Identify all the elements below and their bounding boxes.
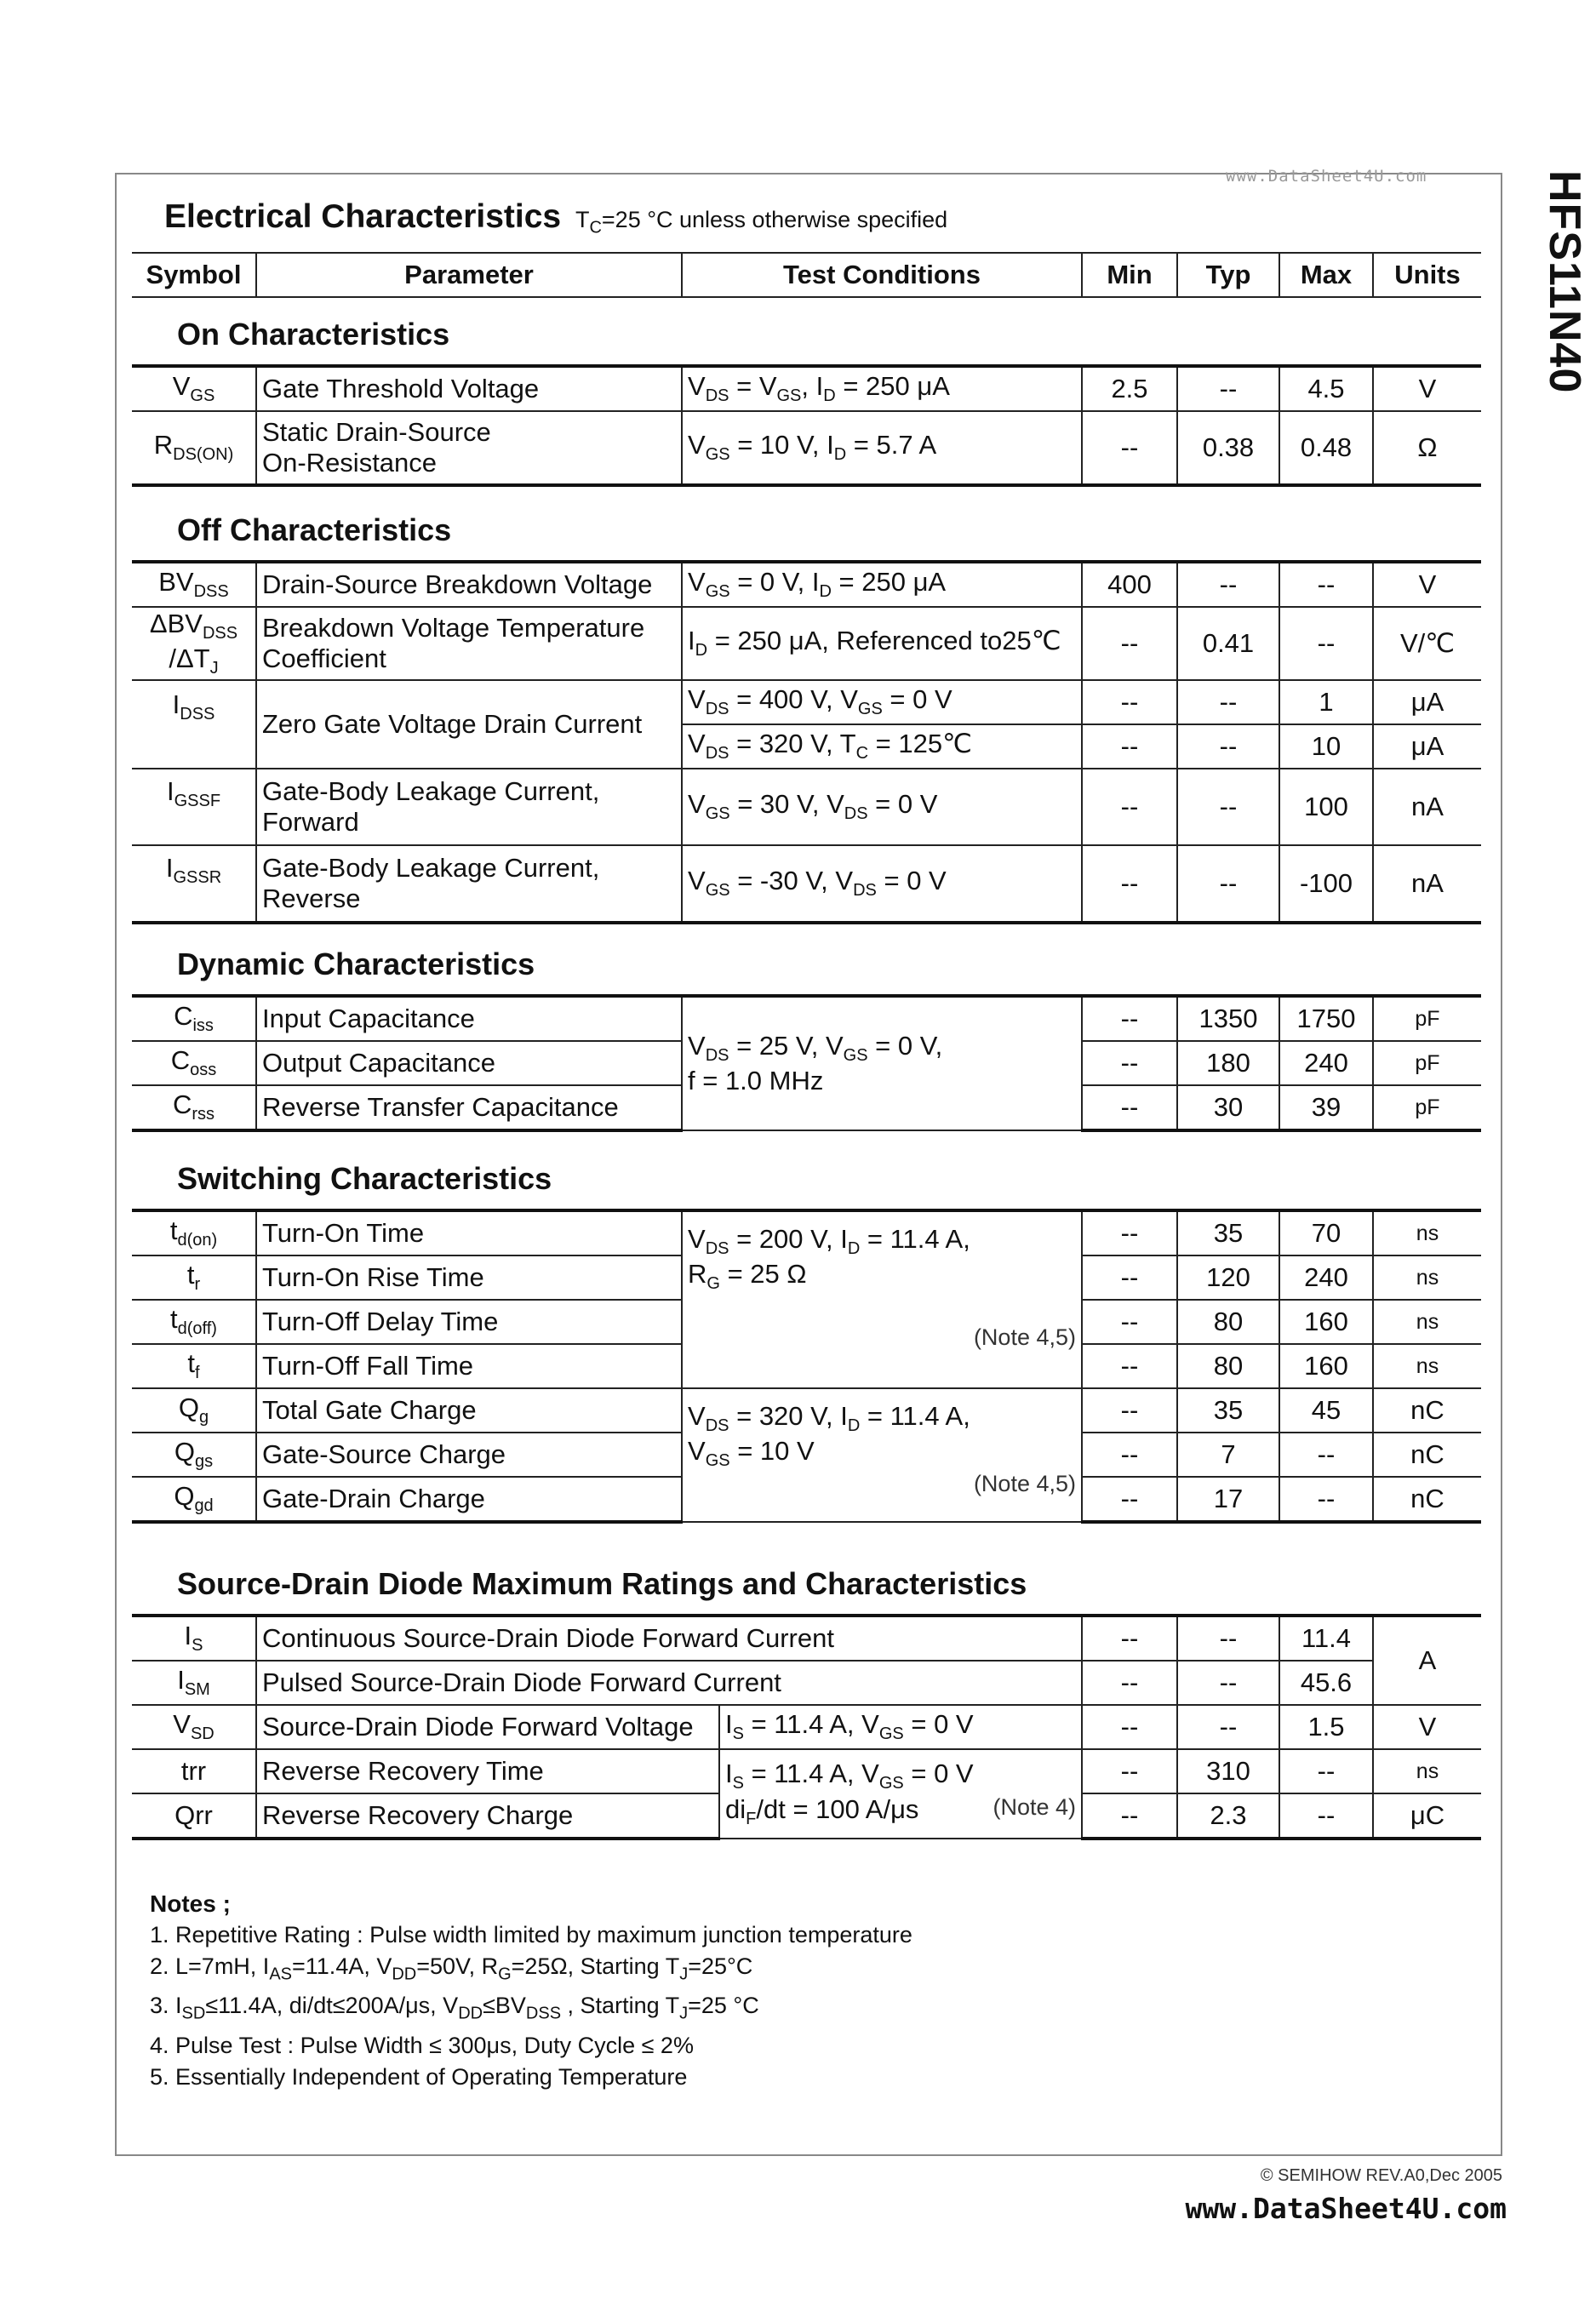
unit-cell: Ω [1373, 411, 1481, 485]
note-ref: (Note 4) [992, 1793, 1076, 1820]
min-cell: -- [1082, 1749, 1177, 1793]
table-row [132, 996, 1481, 1041]
typ-cell: 0.38 [1177, 411, 1279, 485]
col-typ: Typ [1177, 253, 1279, 297]
cond-cell: $V_{DS} = 200$ V, $I_D = 11.4$ A, $R_G = 25$ Ω (Note 4,5) [682, 1210, 1082, 1388]
unit-cell: nC [1373, 1477, 1481, 1522]
symbol-cell: $t_r$ [132, 1255, 256, 1300]
symbol-cell: Qrr [132, 1793, 256, 1839]
unit-cell: nC [1373, 1433, 1481, 1477]
typ-cell: 120 [1177, 1255, 1279, 1300]
min-cell: -- [1082, 724, 1177, 769]
typ-cell: 17 [1177, 1477, 1279, 1522]
table-row [132, 1705, 1481, 1749]
note-item: 1. Repetitive Rating : Pulse width limited by maximum junction temperature [150, 1922, 912, 1948]
param-line: Breakdown Voltage Temperature [262, 613, 645, 643]
max-cell: 45 [1279, 1388, 1373, 1433]
max-cell: -- [1279, 1749, 1373, 1793]
min-cell: -- [1082, 1388, 1177, 1433]
typ-cell: 310 [1177, 1749, 1279, 1793]
param-cell: Total Gate Charge [256, 1388, 682, 1433]
param-line: Static Drain-Source [262, 417, 491, 447]
max-cell: 45.6 [1279, 1661, 1373, 1705]
cond-cell: $I_S = 11.4$ A, $V_{GS} = 0$ V $di_F/dt = 100$ A/μs (Note 4) [719, 1749, 1082, 1839]
param-line: Gate-Body Leakage Current, [262, 853, 600, 883]
param-cell: Gate-Drain Charge [256, 1477, 682, 1522]
min-cell: -- [1082, 1344, 1177, 1388]
footer-url[interactable]: www.DataSheet4U.com [1185, 2192, 1507, 2225]
unit-cell: nA [1373, 845, 1481, 923]
min-cell: -- [1082, 1300, 1177, 1344]
min-cell: -- [1082, 845, 1177, 923]
max-cell: 39 [1279, 1085, 1373, 1130]
param-cell: Continuous Source-Drain Diode Forward Current [256, 1616, 1082, 1661]
watermark-url: www.DataSheet4U.com [1226, 167, 1427, 186]
max-cell: -100 [1279, 845, 1373, 923]
table-row [132, 1661, 1481, 1705]
max-cell: 1750 [1279, 996, 1373, 1041]
on-table [132, 364, 1481, 487]
param-line: Coefficient [262, 643, 386, 673]
max-cell: 240 [1279, 1255, 1373, 1300]
typ-cell: -- [1177, 1705, 1279, 1749]
typ-cell: 80 [1177, 1300, 1279, 1344]
symbol-cell: $t_f$ [132, 1344, 256, 1388]
table-row [132, 562, 1481, 607]
diode-table [132, 1614, 1481, 1840]
unit-cell: pF [1373, 1085, 1481, 1130]
symbol-cell: $\Delta BV_{DSS}$ $/\Delta T_J$ [132, 607, 256, 680]
note-ref: (Note 4,5) [973, 1471, 1076, 1497]
param-cell: Input Capacitance [256, 996, 682, 1041]
table-row [132, 769, 1481, 845]
cond-cell: $V_{GS} = 30$ V, $V_{DS} = 0$ V [682, 769, 1082, 845]
typ-cell: -- [1177, 845, 1279, 923]
cond-cell: $V_{DS} = 25$ V, $V_{GS} = 0$ V, f = 1.0 MHz [682, 996, 1082, 1130]
switching-table [132, 1209, 1481, 1524]
unit-cell: pF [1373, 1041, 1481, 1085]
min-cell: -- [1082, 411, 1177, 485]
cond-cell: $V_{GS} = 0$ V, $I_D = 250$ μA [682, 562, 1082, 607]
typ-cell: 7 [1177, 1433, 1279, 1477]
min-cell: -- [1082, 1477, 1177, 1522]
table-row [132, 680, 1481, 724]
cond-cell: $V_{DS} = 320$ V, $I_D = 11.4$ A, $V_{GS} = 10$ V (Note 4,5) [682, 1388, 1082, 1522]
max-cell: 100 [1279, 769, 1373, 845]
param-cell: Turn-On Rise Time [256, 1255, 682, 1300]
typ-cell: 35 [1177, 1210, 1279, 1255]
unit-cell: pF [1373, 996, 1481, 1041]
table-row [132, 366, 1481, 411]
max-cell: -- [1279, 562, 1373, 607]
symbol-cell: $C_{oss}$ [132, 1041, 256, 1085]
typ-cell: 180 [1177, 1041, 1279, 1085]
typ-cell: -- [1177, 769, 1279, 845]
col-min: Min [1082, 253, 1177, 297]
unit-cell: ns [1373, 1300, 1481, 1344]
typ-cell: 80 [1177, 1344, 1279, 1388]
min-cell: -- [1082, 1616, 1177, 1661]
symbol-cell: $I_{GSSR}$ [132, 845, 256, 923]
unit-cell: ns [1373, 1255, 1481, 1300]
symbol-cell: $BV_{DSS}$ [132, 562, 256, 607]
unit-cell: V [1373, 562, 1481, 607]
typ-cell: -- [1177, 724, 1279, 769]
cond-cell: $I_S = 11.4$ A, $V_{GS} = 0$ V [719, 1705, 1082, 1749]
min-cell: -- [1082, 1255, 1177, 1300]
notes-block [150, 1888, 912, 2093]
note-ref: (Note 4,5) [973, 1324, 1076, 1351]
col-units: Units [1373, 253, 1481, 297]
max-cell: 1.5 [1279, 1705, 1373, 1749]
unit-cell: μC [1373, 1793, 1481, 1839]
max-cell: 11.4 [1279, 1616, 1373, 1661]
typ-cell: -- [1177, 562, 1279, 607]
typ-cell: 30 [1177, 1085, 1279, 1130]
min-cell: -- [1082, 680, 1177, 724]
param-cell: Output Capacitance [256, 1041, 682, 1085]
off-table [132, 560, 1481, 924]
table-row [132, 1749, 1481, 1793]
param-cell: Zero Gate Voltage Drain Current [256, 680, 682, 769]
param-line: Forward [262, 807, 359, 837]
param-cell: Drain-Source Breakdown Voltage [256, 562, 682, 607]
typ-cell: -- [1177, 1661, 1279, 1705]
min-cell: 2.5 [1082, 366, 1177, 411]
title-condition: $T_C=25$ °C unless otherwise specified [575, 207, 948, 237]
header-table [132, 252, 1481, 298]
min-cell: -- [1082, 1705, 1177, 1749]
table-row [132, 845, 1481, 923]
symbol-cell: $t_{d(off)}$ [132, 1300, 256, 1344]
min-cell: -- [1082, 1210, 1177, 1255]
param-line: Gate-Body Leakage Current, [262, 776, 600, 806]
min-cell: -- [1082, 607, 1177, 680]
param-cell [256, 411, 682, 485]
table-row [132, 607, 1481, 680]
max-cell: 240 [1279, 1041, 1373, 1085]
typ-cell: -- [1177, 1616, 1279, 1661]
table-row [132, 411, 1481, 485]
cond-line: f = 1.0 MHz [688, 1066, 824, 1096]
symbol-cell: $I_S$ [132, 1616, 256, 1661]
symbol-cell: $C_{iss}$ [132, 996, 256, 1041]
unit-cell: V [1373, 1705, 1481, 1749]
param-line: Reverse [262, 884, 361, 913]
cond-cell: $V_{DS} = 400$ V, $V_{GS} = 0$ V [682, 680, 1082, 724]
param-cell: Turn-On Time [256, 1210, 682, 1255]
typ-cell: 0.41 [1177, 607, 1279, 680]
symbol-cell: $t_{d(on)}$ [132, 1210, 256, 1255]
part-number-title: HFS11N40 [1540, 170, 1589, 394]
param-cell: Pulsed Source-Drain Diode Forward Current [256, 1661, 1082, 1705]
cond-cell: $I_D = 250$ μA, Referenced to25℃ [682, 607, 1082, 680]
symbol-cell: $C_{rss}$ [132, 1085, 256, 1130]
param-cell: Reverse Recovery Charge [256, 1793, 719, 1839]
min-cell: 400 [1082, 562, 1177, 607]
max-cell: -- [1279, 1793, 1373, 1839]
note-item: 3. $I_{SD}\le 11.4A$, di/dt≤200A/μs, $V_{DD}\le BV_{DSS}$ , Starting $T_J=25$ °C [150, 1993, 759, 2023]
typ-cell: 1350 [1177, 996, 1279, 1041]
param-cell: Turn-Off Fall Time [256, 1344, 682, 1388]
section-dynamic-title: Dynamic Characteristics [177, 947, 535, 981]
unit-cell: A [1373, 1616, 1481, 1705]
param-cell [256, 769, 682, 845]
unit-cell: nC [1373, 1388, 1481, 1433]
symbol-cell: trr [132, 1749, 256, 1793]
param-line: On-Resistance [262, 448, 438, 478]
param-cell: Gate Threshold Voltage [256, 366, 682, 411]
section-off-title: Off Characteristics [177, 512, 452, 547]
max-cell: -- [1279, 1477, 1373, 1522]
cond-cell: $V_{DS} = 320$ V, $T_C$ = 125℃ [682, 724, 1082, 769]
min-cell: -- [1082, 1793, 1177, 1839]
col-symbol: Symbol [132, 253, 256, 297]
symbol-cell: $I_{DSS}$ [132, 680, 256, 769]
param-cell: Reverse Recovery Time [256, 1749, 719, 1793]
unit-cell: μA [1373, 724, 1481, 769]
max-cell: 10 [1279, 724, 1373, 769]
notes-heading: Notes ; [150, 1890, 231, 1917]
unit-cell: V [1373, 366, 1481, 411]
typ-cell: 35 [1177, 1388, 1279, 1433]
section-diode-title: Source-Drain Diode Maximum Ratings and Characteristics [177, 1566, 1027, 1601]
typ-cell: -- [1177, 680, 1279, 724]
min-cell: -- [1082, 1085, 1177, 1130]
section-on-title: On Characteristics [177, 317, 450, 352]
symbol-cell: $Q_g$ [132, 1388, 256, 1433]
unit-cell: μA [1373, 680, 1481, 724]
unit-cell: nA [1373, 769, 1481, 845]
min-cell: -- [1082, 1433, 1177, 1477]
note-item: 2. L=7mH, $I_{AS}=11.4A$, $V_{DD}=50V$, $R_G=25\Omega$, Starting $T_J=25^\circ C$ [150, 1953, 753, 1984]
param-cell: Turn-Off Delay Time [256, 1300, 682, 1344]
unit-cell: ns [1373, 1210, 1481, 1255]
section-switching-title: Switching Characteristics [177, 1161, 552, 1196]
max-cell: -- [1279, 607, 1373, 680]
typ-cell: -- [1177, 366, 1279, 411]
symbol-cell: $R_{DS(ON)}$ [132, 411, 256, 485]
param-cell: Reverse Transfer Capacitance [256, 1085, 682, 1130]
cond-cell: $V_{GS} = -30$ V, $V_{DS} = 0$ V [682, 845, 1082, 923]
title-text: Electrical Characteristics [164, 198, 562, 235]
note-item: 5. Essentially Independent of Operating Temperature [150, 2063, 688, 2090]
symbol-cell: $I_{GSSF}$ [132, 769, 256, 845]
param-cell: Gate-Source Charge [256, 1433, 682, 1477]
unit-cell: ns [1373, 1344, 1481, 1388]
unit-cell: ns [1373, 1749, 1481, 1793]
symbol-cell: $V_{GS}$ [132, 366, 256, 411]
max-cell: 4.5 [1279, 366, 1373, 411]
page-title [164, 198, 947, 237]
param-cell: Source-Drain Diode Forward Voltage [256, 1705, 719, 1749]
max-cell: 160 [1279, 1300, 1373, 1344]
col-parameter: Parameter [256, 253, 682, 297]
copyright: © SEMIHOW REV.A0,Dec 2005 [1260, 2166, 1502, 2185]
col-test-conditions: Test Conditions [682, 253, 1082, 297]
min-cell: -- [1082, 1661, 1177, 1705]
min-cell: -- [1082, 769, 1177, 845]
unit-cell: V/℃ [1373, 607, 1481, 680]
max-cell: 1 [1279, 680, 1373, 724]
param-cell [256, 845, 682, 923]
max-cell: 160 [1279, 1344, 1373, 1388]
symbol-cell: $Q_{gs}$ [132, 1433, 256, 1477]
dynamic-table [132, 994, 1481, 1132]
min-cell: -- [1082, 1041, 1177, 1085]
table-row [132, 1210, 1481, 1255]
param-cell [256, 607, 682, 680]
max-cell: -- [1279, 1433, 1373, 1477]
cond-cell: $V_{DS} = V_{GS}$, $I_D = 250$ μA [682, 366, 1082, 411]
note-item: 4. Pulse Test : Pulse Width ≤ 300μs, Duty Cycle ≤ 2% [150, 2032, 694, 2058]
col-max: Max [1279, 253, 1373, 297]
symbol-cell: $I_{SM}$ [132, 1661, 256, 1705]
cond-cell: $V_{GS} = 10$ V, $I_D = 5.7$ A [682, 411, 1082, 485]
symbol-cell: $Q_{gd}$ [132, 1477, 256, 1522]
max-cell: 0.48 [1279, 411, 1373, 485]
min-cell: -- [1082, 996, 1177, 1041]
table-row [132, 1388, 1481, 1433]
symbol-cell: $V_{SD}$ [132, 1705, 256, 1749]
typ-cell: 2.3 [1177, 1793, 1279, 1839]
table-row [132, 1616, 1481, 1661]
max-cell: 70 [1279, 1210, 1373, 1255]
